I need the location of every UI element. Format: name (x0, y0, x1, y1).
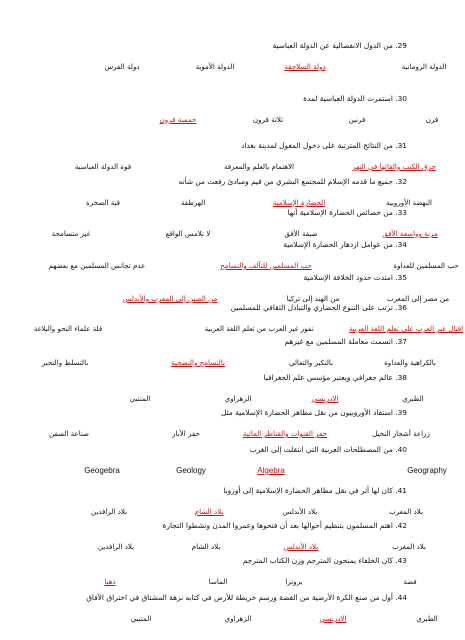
answer-option: بلاد الرافدين (90, 507, 128, 516)
answer-option: صناعة السفن (48, 429, 90, 438)
answer-option: بلاد المغرب (389, 507, 423, 516)
correct-answer-option: من الصين إلى المغرب والأندلس (122, 294, 218, 303)
question-29: 29. من الدول الانفصالية عن الدولة العباسية (272, 41, 407, 50)
question-37: 37. اتسمت معاملة المسلمين مع غيرهم (284, 337, 407, 346)
answer-option: الاهتمام بالعلم والمعرفة (223, 162, 295, 171)
answer-option: من مصر إلى المغرب (386, 294, 450, 303)
answer-option: الطبري (402, 394, 424, 403)
question-31: 31. من النتائج المترتبة على دخول المغول لمدينة بغداد (240, 141, 407, 150)
answer-option: قلة علماء النحو والبلاغة (33, 324, 103, 333)
options-row (0, 542, 465, 554)
question-36: 36. ترتب على التنوع الحضاري والتبادل الثقافي للمسلمين (230, 303, 407, 312)
answer-option: بلاد الشام (191, 542, 221, 551)
correct-answer-option: بلاد الأندلس (283, 542, 319, 551)
answer-option: بلاد الرافدين (97, 542, 135, 551)
correct-answer-option: خمسة قرون (159, 115, 197, 124)
answer-option: Geology (176, 466, 206, 475)
answer-option: المتنبي (130, 614, 152, 623)
answer-option: قوة الدولة العباسية (74, 162, 132, 171)
answer-option: نفور غير العرب من تعلم اللغة العربية (204, 324, 314, 333)
correct-answer-option: الادريسي (311, 394, 339, 403)
question-34: 34. من عوامل ازدهار الحضارة الإسلامية (283, 240, 407, 249)
answer-option: الدولة الرومانية (401, 62, 447, 71)
answer-option: الهرطقة (180, 198, 206, 207)
question-44: 44. أول من صنع الكرة الأرضية من الفضة ورسم خريطة للأرض في كتابه نزهة المشتاق في اختراق الآفاق (86, 593, 407, 602)
options-row (0, 162, 465, 174)
question-43: 43. كان الخلفاء يمنحون المترجم وزن الكتاب المترجم (242, 556, 407, 565)
answer-option: بالتكبر والتعالي (288, 358, 334, 367)
answer-option: برونزا (285, 577, 303, 586)
correct-answer-option: دولة السلاجقة (284, 62, 326, 71)
options-row (0, 394, 465, 406)
question-32: 32. جميع ما قدمه الإسلام للمجتمع البشري من قيم ومبادئ رفعت من شأنه (178, 177, 407, 186)
correct-answer-option: حب المسلمين للتآلف والتسامح (220, 261, 312, 270)
answer-option: قرن (425, 115, 439, 124)
correct-answer-option: ذهبا (104, 577, 116, 586)
answer-option: لا تلامس الواقع (165, 229, 211, 238)
options-row (0, 358, 465, 370)
options-row (0, 261, 465, 273)
correct-answer-option: بالتسامح والتضحية (171, 358, 225, 367)
answer-option: دولة الفرس (104, 62, 140, 71)
correct-answer-option: حفر القنوات والقناطر المائية (242, 429, 328, 438)
options-row (0, 429, 465, 441)
question-35: 35. امتدت حدود الخلافة الإسلامية (303, 273, 407, 282)
answer-option: الدولة الأموية (195, 62, 235, 71)
correct-answer-option: الادريسي (319, 614, 347, 623)
answer-option: Geogebra (84, 466, 120, 475)
answer-option: فضة (403, 577, 417, 586)
correct-answer-option: اقبال غير العرب على تعلم اللغة العربية (348, 324, 464, 333)
correct-answer-option: الحضارة الإسلامية (272, 198, 326, 207)
question-42: 42. اهتم المسلمون بتنظيم أحوالها بعد أن فتحوها وعمروا المدن ونشطوا التجارة (162, 521, 407, 530)
answer-option: الزهراوي (224, 394, 252, 403)
answer-option: ضيقة الأفق (284, 229, 318, 238)
options-row (0, 577, 465, 589)
options-row (0, 324, 465, 336)
answer-option: بالتسلط والتجبر (41, 358, 89, 367)
options-row (0, 507, 465, 519)
answer-option: بلاد المغرب (392, 542, 426, 551)
answer-option: الطبري (416, 614, 438, 623)
question-41: 41. كان لها أثر في نقل مظاهر الحضارة الإسلامية إلى أوروبا (223, 486, 407, 495)
correct-answer-option: Algebra (257, 466, 285, 475)
answer-option: المتنبي (129, 394, 151, 403)
answer-option: عدم تجانس المسلمين مع بعضهم (48, 261, 146, 270)
answer-option: الزهراوي (224, 614, 252, 623)
correct-answer-option: مرنة وواسعة الأفق (382, 229, 438, 238)
correct-answer-option: بلاد الشام (194, 507, 224, 516)
options-row (0, 614, 465, 626)
question-30: 30. استمرت الدولة العباسية لمدة (303, 94, 407, 103)
question-40: 40. من المصطلحات العربية التي انتقلت إلى الغرب (249, 445, 407, 454)
answer-option: ثلاثة قرون (252, 115, 284, 124)
options-row (0, 115, 465, 127)
answer-option: النهضة الأوروبية (386, 198, 432, 207)
question-39: 39. استفاد الأوروبيون من نقل مظاهر الحضارة الإسلامية مثل (220, 408, 407, 417)
correct-answer-option: حرق الكتب والقائها في النهر (352, 162, 436, 171)
answer-option: Geography (407, 466, 447, 475)
options-row (0, 466, 465, 478)
answer-option: بالكراهية والعداوة (384, 358, 436, 367)
answer-option: حب المسلمين للعداوة (393, 261, 459, 270)
answer-option: من الهند إلى تركيا (286, 294, 340, 303)
answer-option: بلاد الأندلس (282, 507, 318, 516)
question-38: 38. عالم جغرافي ويعتبر مؤسس علم الجغرافيا (263, 373, 407, 382)
options-row (0, 62, 465, 74)
answer-option: حفر الآبار (172, 429, 200, 438)
answer-option: غير متسامحة (51, 229, 91, 238)
answer-option: قبة الصخرة (85, 198, 121, 207)
answer-option: الماسا (208, 577, 228, 586)
answer-option: زراعة أشجار النخيل (372, 429, 430, 438)
question-33: 33. من خصائص الحضارة الإسلامية أنها (287, 208, 407, 217)
answer-option: قرنين (348, 115, 366, 124)
